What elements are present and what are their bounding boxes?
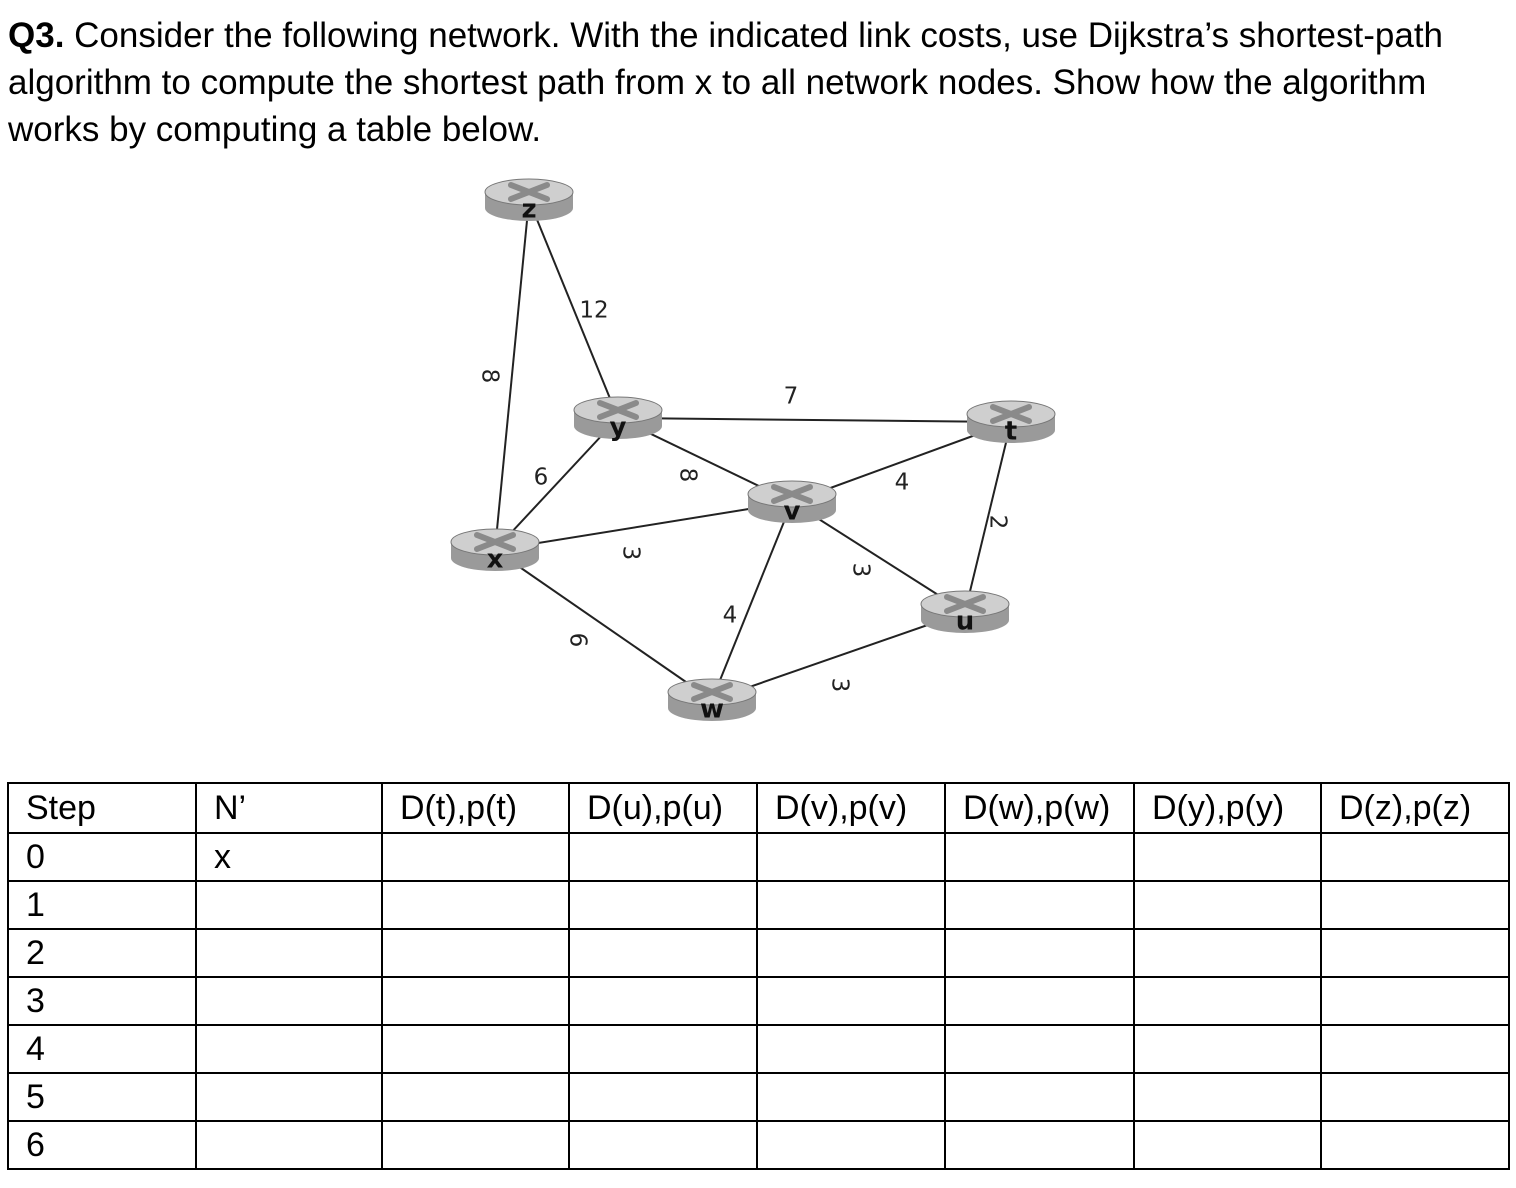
distance-cell bbox=[1134, 881, 1321, 929]
question-text bbox=[8, 12, 1508, 153]
distance-cell bbox=[757, 1025, 945, 1073]
distance-cell bbox=[1134, 929, 1321, 977]
router-u bbox=[921, 591, 1009, 637]
distance-cell bbox=[569, 1073, 757, 1121]
link-cost-v-w: 4 bbox=[722, 602, 738, 629]
table-row bbox=[8, 1073, 1509, 1121]
column-header: D(t),p(t) bbox=[382, 783, 569, 833]
column-header: D(w),p(w) bbox=[945, 783, 1134, 833]
distance-cell bbox=[382, 881, 569, 929]
distance-cell bbox=[1321, 1025, 1509, 1073]
distance-cell bbox=[945, 881, 1134, 929]
column-header: D(y),p(y) bbox=[1134, 783, 1321, 833]
step-cell: 0 bbox=[8, 833, 196, 881]
question-number: Q3. bbox=[8, 16, 65, 55]
distance-cell bbox=[945, 833, 1134, 881]
distance-cell bbox=[1134, 977, 1321, 1025]
step-cell: 5 bbox=[8, 1073, 196, 1121]
distance-cell bbox=[945, 929, 1134, 977]
router-label: y bbox=[609, 412, 627, 443]
distance-cell bbox=[569, 1025, 757, 1073]
distance-cell bbox=[382, 1025, 569, 1073]
distance-cell bbox=[945, 977, 1134, 1025]
distance-cell bbox=[757, 1121, 945, 1169]
table-header-row bbox=[8, 783, 1509, 833]
distance-cell bbox=[757, 977, 945, 1025]
distance-cell bbox=[945, 1121, 1134, 1169]
dijkstra-table bbox=[7, 782, 1510, 1170]
table-row bbox=[8, 1121, 1509, 1169]
step-cell: 3 bbox=[8, 977, 196, 1025]
distance-cell bbox=[569, 881, 757, 929]
n-prime-cell bbox=[196, 977, 382, 1025]
link-cost-t-u: 2 bbox=[984, 514, 1011, 530]
link-cost-x-w: 6 bbox=[564, 632, 591, 648]
n-prime-cell bbox=[196, 1121, 382, 1169]
n-prime-cell: x bbox=[196, 833, 382, 881]
router-y bbox=[574, 397, 662, 443]
distance-cell bbox=[1321, 1121, 1509, 1169]
distance-cell bbox=[382, 1121, 569, 1169]
distance-cell bbox=[757, 1073, 945, 1121]
column-header: N’ bbox=[196, 783, 382, 833]
distance-cell bbox=[757, 833, 945, 881]
router-z bbox=[485, 179, 573, 225]
distance-cell bbox=[1321, 977, 1509, 1025]
n-prime-cell bbox=[196, 929, 382, 977]
distance-cell bbox=[1134, 1025, 1321, 1073]
router-label: x bbox=[486, 544, 504, 575]
router-label: z bbox=[521, 194, 537, 225]
link-y-t bbox=[618, 418, 1011, 422]
router-t bbox=[967, 401, 1055, 447]
n-prime-cell bbox=[196, 1073, 382, 1121]
column-header: D(z),p(z) bbox=[1321, 783, 1509, 833]
distance-cell bbox=[569, 833, 757, 881]
distance-cell bbox=[1321, 881, 1509, 929]
distance-cell bbox=[1321, 1073, 1509, 1121]
distance-cell bbox=[1134, 833, 1321, 881]
distance-cell bbox=[945, 1025, 1134, 1073]
link-cost-y-t: 7 bbox=[783, 383, 799, 410]
n-prime-cell bbox=[196, 881, 382, 929]
distance-cell bbox=[1321, 929, 1509, 977]
n-prime-cell bbox=[196, 1025, 382, 1073]
step-cell: 4 bbox=[8, 1025, 196, 1073]
distance-cell bbox=[569, 977, 757, 1025]
distance-cell bbox=[382, 929, 569, 977]
table-row bbox=[8, 833, 1509, 881]
router-label: w bbox=[699, 694, 725, 725]
router-label: u bbox=[955, 606, 975, 637]
link-cost-z-y: 12 bbox=[579, 297, 609, 324]
step-cell: 6 bbox=[8, 1121, 196, 1169]
column-header: Step bbox=[8, 783, 196, 833]
distance-cell bbox=[1134, 1121, 1321, 1169]
distance-cell bbox=[1321, 833, 1509, 881]
table-row bbox=[8, 1025, 1509, 1073]
link-v-w bbox=[712, 502, 792, 700]
column-header: D(v),p(v) bbox=[757, 783, 945, 833]
step-cell: 2 bbox=[8, 929, 196, 977]
table-row bbox=[8, 881, 1509, 929]
column-header: D(u),p(u) bbox=[569, 783, 757, 833]
link-cost-y-v: 8 bbox=[674, 467, 701, 483]
distance-cell bbox=[945, 1073, 1134, 1121]
distance-cell bbox=[757, 929, 945, 977]
router-x bbox=[451, 529, 539, 575]
distance-cell bbox=[569, 929, 757, 977]
question-body: Consider the following network. With the indicated link costs, use Dijkstra’s shortest-path algorithm to compute the shortest path from x to all network nodes. Show how the algorithm works by computing a table below. bbox=[8, 16, 1444, 149]
table-row bbox=[8, 977, 1509, 1025]
distance-cell bbox=[382, 1073, 569, 1121]
router-label: t bbox=[1004, 416, 1018, 447]
link-cost-y-x: 6 bbox=[533, 464, 549, 491]
network-diagram bbox=[440, 160, 1080, 745]
link-x-w bbox=[495, 550, 712, 700]
router-v bbox=[748, 481, 836, 527]
link-cost-v-t: 4 bbox=[894, 469, 910, 496]
router-w bbox=[668, 679, 756, 725]
table-row bbox=[8, 929, 1509, 977]
distance-cell bbox=[382, 833, 569, 881]
distance-cell bbox=[757, 881, 945, 929]
link-x-v bbox=[495, 502, 792, 550]
link-cost-v-u: 3 bbox=[847, 562, 874, 578]
step-cell: 1 bbox=[8, 881, 196, 929]
link-cost-w-u: 3 bbox=[826, 677, 853, 693]
distance-cell bbox=[382, 977, 569, 1025]
router-label: v bbox=[783, 496, 801, 527]
link-cost-z-x: 8 bbox=[476, 368, 503, 384]
distance-cell bbox=[1134, 1073, 1321, 1121]
distance-cell bbox=[569, 1121, 757, 1169]
link-cost-x-v: 3 bbox=[617, 545, 644, 561]
